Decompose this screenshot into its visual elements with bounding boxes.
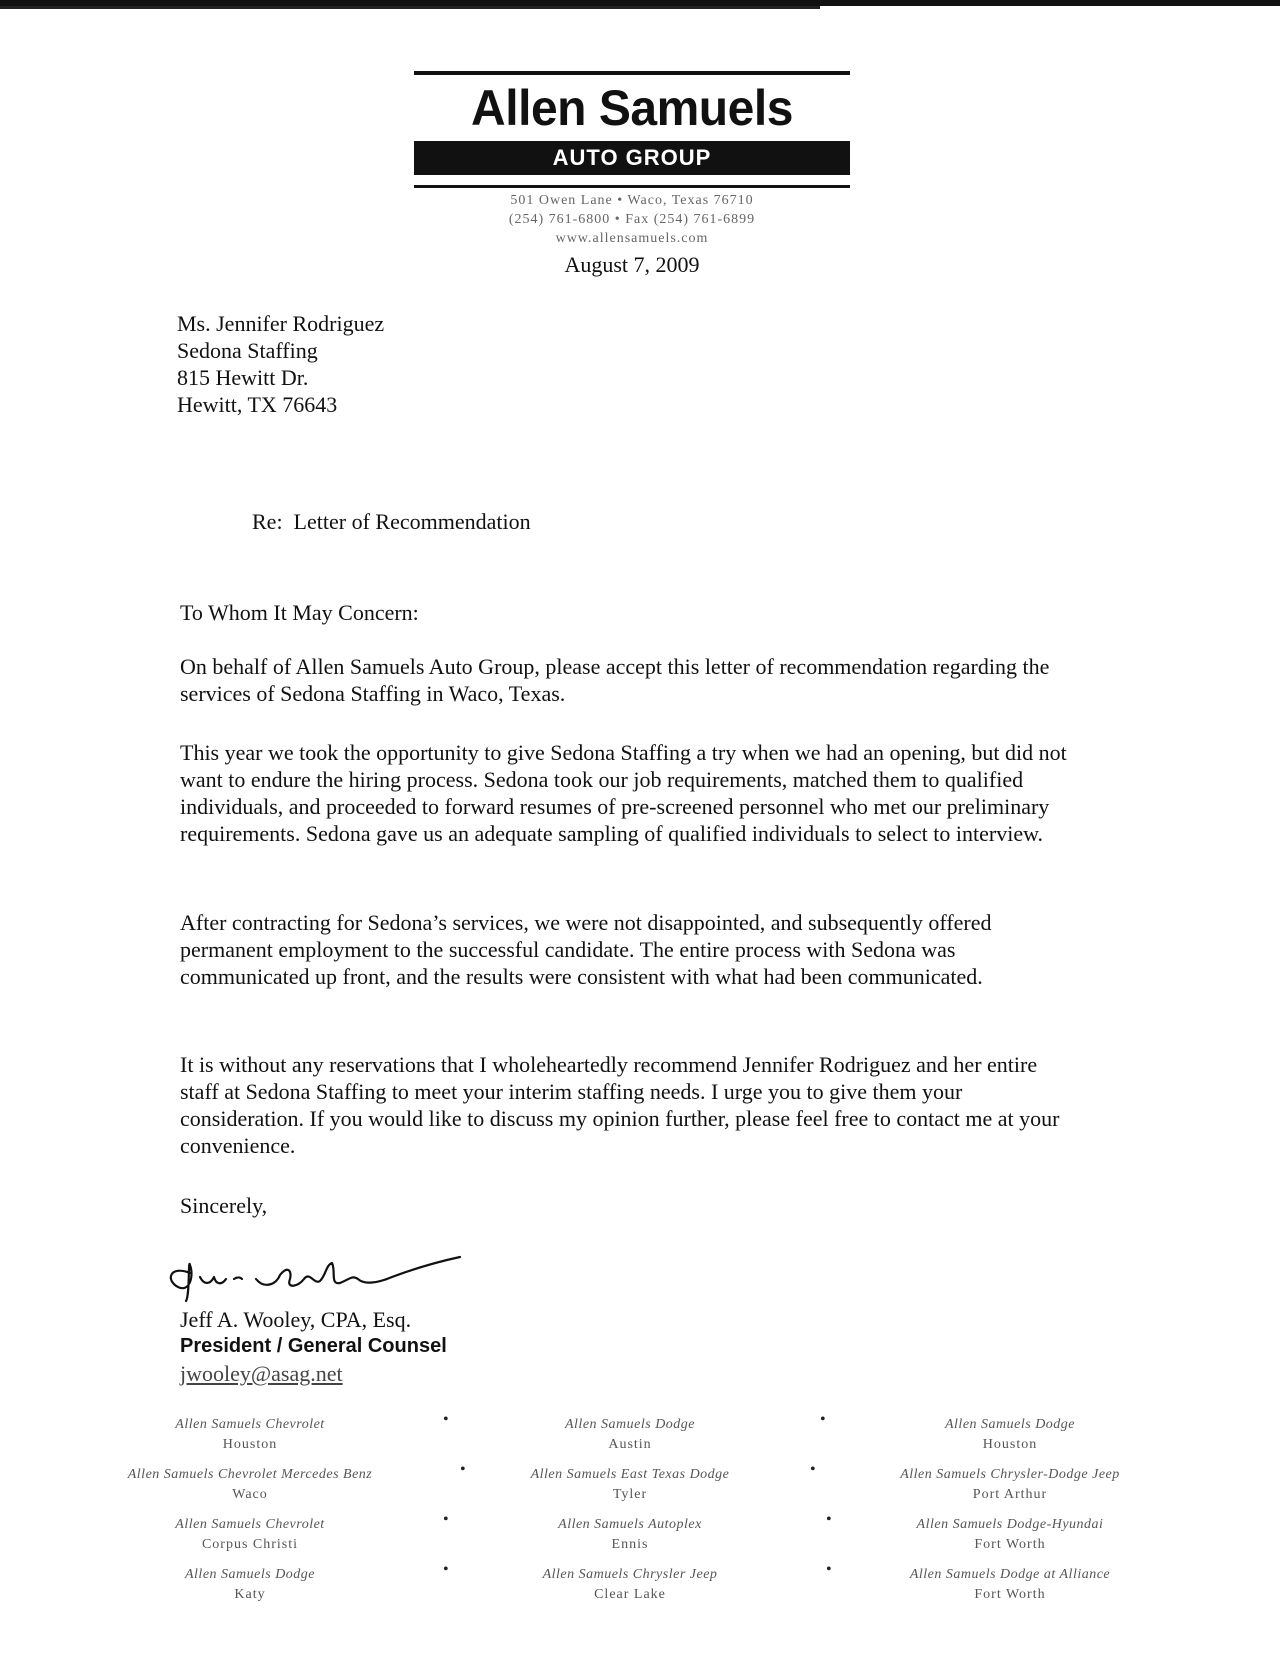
logo-subtitle-bar: AUTO GROUP [414,141,850,175]
bullet: • [826,1561,832,1578]
logo-top-rule [414,71,850,75]
bullet: • [826,1511,832,1528]
dealership-name: Allen Samuels Dodge-Hyundai [916,1517,1104,1532]
logo-company-name: Allen Samuels [471,80,793,136]
bullet: • [443,1511,449,1528]
dealership-city: Ennis [611,1537,649,1552]
salutation: To Whom It May Concern: [180,600,419,625]
body-paragraph-3: After contracting for Sedona’s services, we were not disappointed, and subsequently offered permanent employment to the successful candidate. The entire process with Sedona was communicated up front, and the results were consistent with what had been communicated. [180,910,992,989]
signer-email[interactable]: jwooley@asag.net [180,1361,343,1386]
signer-title: President / General Counsel [180,1335,447,1357]
dealership-entry [850,1515,1170,1555]
bullet: • [443,1561,449,1578]
bullet: • [820,1411,826,1428]
letterhead-phone: (254) 761-6800 • Fax (254) 761-6899 [508,212,756,227]
dealership-entry [850,1415,1170,1455]
dealership-name: Allen Samuels Chevrolet [175,1517,325,1532]
dealership-name: Allen Samuels Chrysler Jeep [542,1567,718,1582]
dealership-entry [470,1415,790,1455]
dealership-city: Fort Worth [974,1537,1046,1552]
recipient-address [177,310,384,418]
recipient-city: Hewitt, TX 76643 [177,392,338,417]
dealership-city: Port Arthur [972,1487,1048,1502]
letterhead-address: 501 Owen Lane • Waco, Texas 76710 [510,193,754,208]
dealership-entry [90,1465,410,1505]
signer-name: Jeff A. Wooley, CPA, Esq. [180,1307,412,1332]
dealership-city: Austin [608,1437,652,1452]
bullet: • [443,1411,449,1428]
dealership-city: Tyler [612,1487,648,1502]
dealership-entry [470,1565,790,1605]
handwritten-signature [160,1235,480,1305]
recipient-name: Ms. Jennifer Rodriguez [177,311,385,336]
letterhead-website: www.allensamuels.com [555,231,709,246]
closing: Sincerely, [180,1193,268,1218]
dealership-city: Clear Lake [594,1587,666,1602]
dealership-name: Allen Samuels Chevrolet Mercedes Benz [127,1467,373,1482]
letterhead-contact [414,191,850,248]
body-paragraph-1: On behalf of Allen Samuels Auto Group, please accept this letter of recommendation regarding the services of Sedona Staffing in Waco, Texas. [180,654,1050,706]
signature-block [180,1306,447,1387]
dealership-name: Allen Samuels Autoplex [558,1517,702,1532]
body-paragraph-4: It is without any reservations that I wholeheartedly recommend Jennifer Rodriguez and her entire staff at Sedona Staffing to meet your interim staffing needs. I urge you to give them your consideration. If you would like to discuss my opinion further, please feel free to contact me at your convenience. [180,1052,1060,1158]
top-border-tail [0,6,820,9]
company-logo [414,71,850,188]
re-line: Re: Letter of Recommendation [252,509,531,534]
logo-bottom-rule [414,185,850,188]
dealership-name: Allen Samuels Chrysler-Dodge Jeep [900,1467,1120,1482]
letter-date: August 7, 2009 [564,252,700,277]
dealership-entry [470,1515,790,1555]
dealership-city: Waco [232,1487,268,1502]
dealership-name: Allen Samuels East Texas Dodge [530,1467,730,1482]
dealership-city: Corpus Christi [201,1537,299,1552]
dealership-city: Houston [982,1437,1038,1452]
dealership-city: Fort Worth [974,1587,1046,1602]
dealership-name: Allen Samuels Chevrolet [175,1417,325,1432]
dealership-name: Allen Samuels Dodge [184,1567,316,1582]
bullet: • [460,1461,466,1478]
bullet: • [810,1461,816,1478]
body-paragraph-2: This year we took the opportunity to give Sedona Staffing a try when we had an opening, but did not want to endure the hiring process. Sedona took our job requirements, matched them to qualified individuals, and proceeded to forward resumes of pre-screened personnel who met our preliminary requirements. Sedona gave us an adequate sampling of qualified individuals to select to interview. [180,740,1067,846]
dealership-city: Katy [234,1587,266,1602]
dealership-name: Allen Samuels Dodge at Alliance [909,1567,1111,1582]
dealership-name: Allen Samuels Dodge [564,1417,696,1432]
dealership-entry [90,1515,410,1555]
dealership-entry [850,1565,1170,1605]
dealership-entry [470,1465,790,1505]
dealership-city: Houston [222,1437,278,1452]
dealership-entry [850,1465,1170,1505]
dealership-entry [90,1415,410,1455]
dealership-entry [90,1565,410,1605]
recipient-company: Sedona Staffing [177,338,318,363]
recipient-street: 815 Hewitt Dr. [177,365,309,390]
dealership-name: Allen Samuels Dodge [944,1417,1076,1432]
